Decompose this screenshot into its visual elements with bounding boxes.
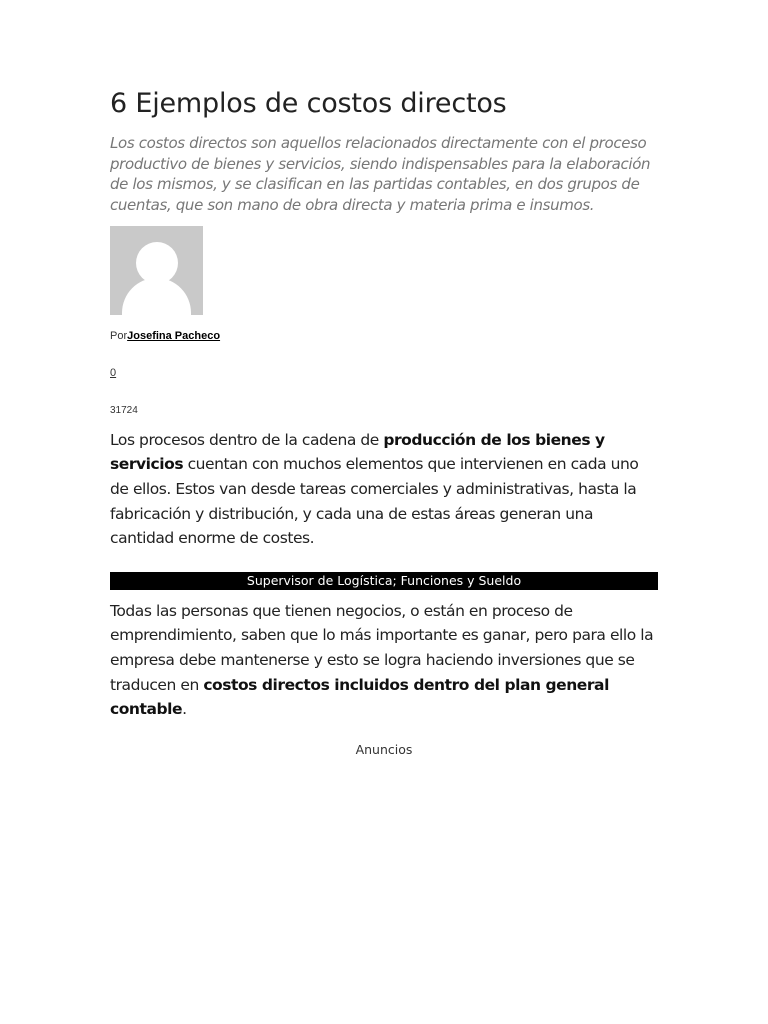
views-count: 31724 bbox=[110, 404, 138, 416]
byline bbox=[110, 329, 658, 343]
article-paragraph-1 bbox=[110, 428, 658, 551]
article-title: 6 Ejemplos de costos directos bbox=[110, 88, 507, 119]
paragraph-2-text-before: Todas las personas que tienen negocios, o están en proceso de emprendimiento, saben que lo más importante es ganar, pero para ello la empresa debe mantenerse y esto se logra haciendo inversiones que se traducen en bbox=[110, 601, 654, 694]
paragraph-2-bold-text: costos directos incluidos dentro del plan general contable bbox=[110, 675, 609, 719]
byline-prefix: Por bbox=[110, 329, 128, 342]
related-article-link[interactable]: Supervisor de Logística; Funciones y Sueldo bbox=[110, 572, 658, 590]
paragraph-1-text-after: cuentan con muchos elementos que intervienen en cada uno de ellos. Estos van desde tareas comerciales y administrativas, hasta la fabricación y distribución, y cada una de estas áreas generan una cantidad enorme de costes. bbox=[110, 455, 639, 548]
paragraph-1-text-before: Los procesos dentro de la cadena de bbox=[110, 430, 384, 449]
author-avatar-icon bbox=[110, 226, 203, 315]
paragraph-2-text-after: . bbox=[182, 700, 187, 719]
comments-count-link[interactable]: 0 bbox=[110, 366, 117, 379]
article bbox=[110, 84, 658, 758]
article-lede: Los costos directos son aquellos relacionados directamente con el proceso productivo de bienes y servicios, siendo indispensables para la elaboración de los mismos, y se clasifican en las partidas contables, en dos grupos de cuentas, que son mano de obra directa y materia prima e insumos. bbox=[110, 134, 651, 215]
ads-label: Anuncios bbox=[355, 741, 413, 757]
article-paragraph-2 bbox=[110, 599, 658, 722]
author-link[interactable]: Josefina Pacheco bbox=[127, 329, 221, 342]
paragraph-1-bold-text: producción de los bienes y servicios bbox=[110, 430, 605, 474]
avatar-body-shape bbox=[122, 278, 191, 315]
